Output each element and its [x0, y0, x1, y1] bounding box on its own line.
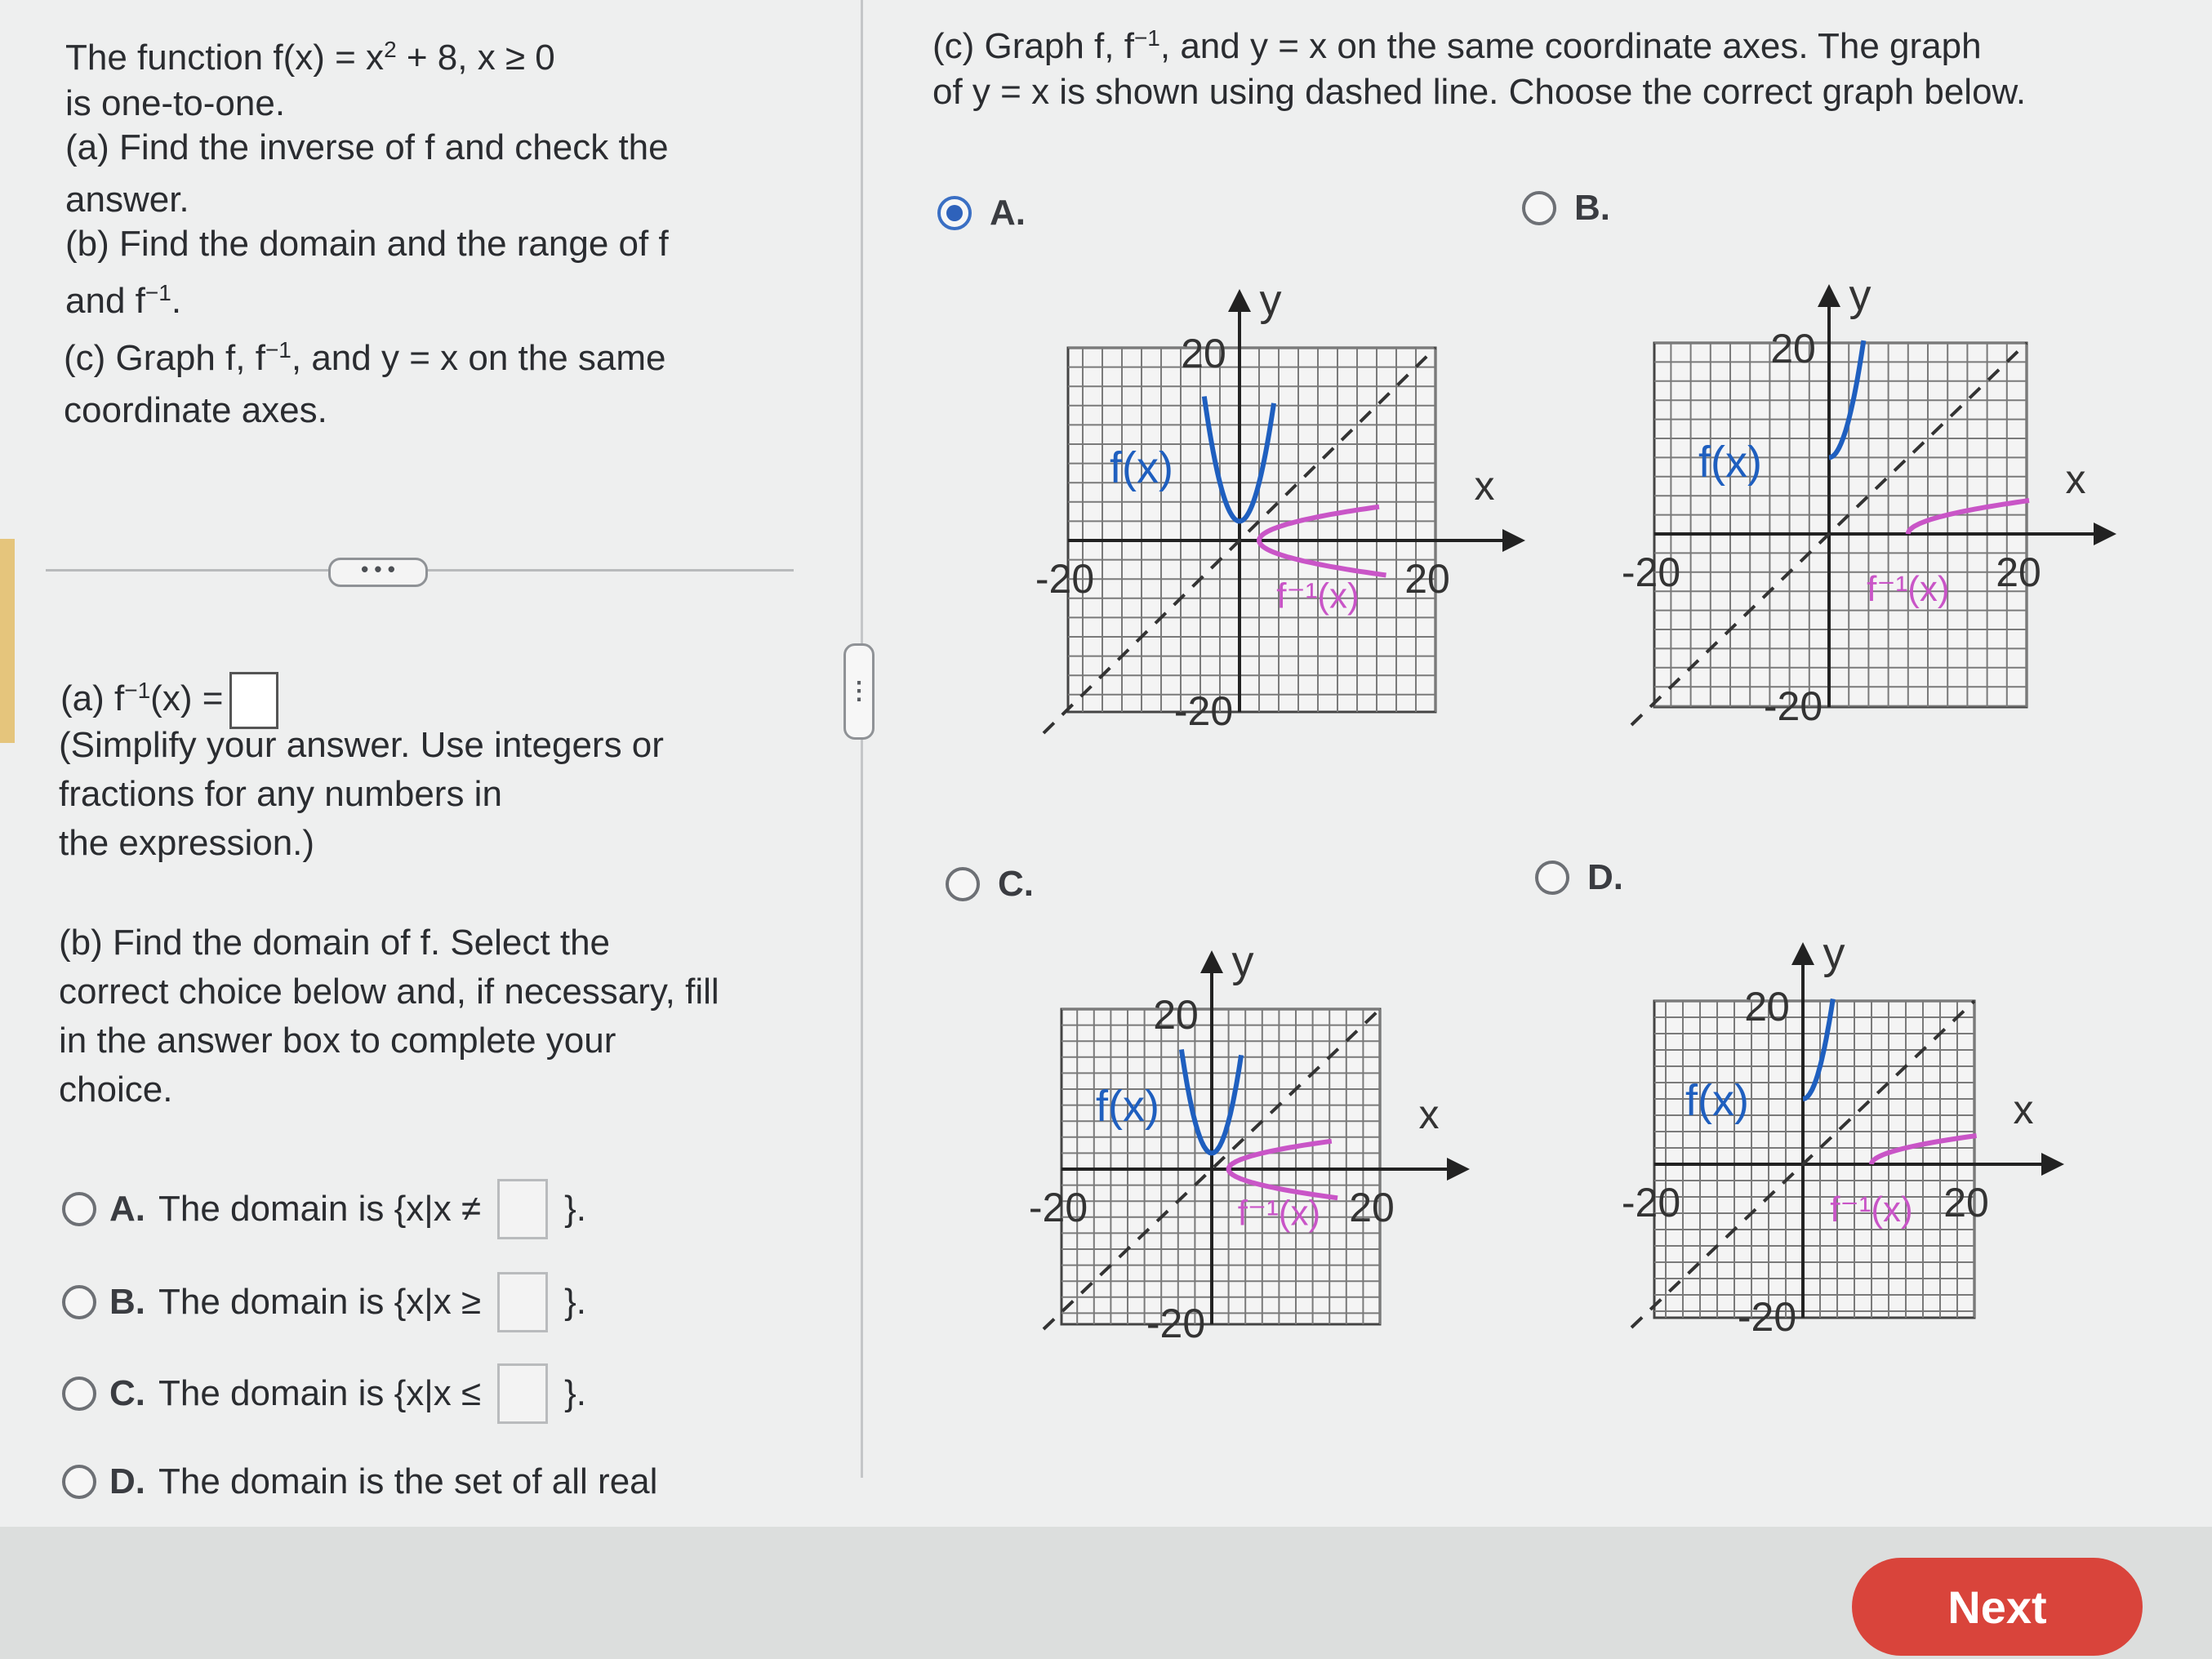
- tick-left: -20: [1028, 1185, 1088, 1230]
- tick-top: 20: [1744, 984, 1790, 1030]
- left-pane: [0, 0, 841, 1501]
- tick-bottom: -20: [1146, 1301, 1206, 1346]
- tick-bottom: -20: [1173, 688, 1234, 734]
- problem-part-b-2: and $f^{-1}$.: [65, 280, 182, 321]
- hint-line-3: the expression.): [59, 823, 315, 863]
- y-axis-arrow: [1818, 284, 1840, 307]
- y-axis-label: y: [1259, 276, 1282, 325]
- f-inverse-label: f⁻¹(x): [1830, 1190, 1913, 1230]
- radio-a[interactable]: [62, 1192, 96, 1226]
- radio-graph-a[interactable]: [937, 196, 972, 230]
- problem-part-c-2: coordinate axes.: [64, 390, 327, 430]
- graph-d[interactable]: [1605, 929, 2040, 1375]
- x-axis-label: x: [2065, 456, 2086, 502]
- radio-c[interactable]: [62, 1377, 96, 1411]
- graph-option-c[interactable]: C.: [946, 864, 1034, 905]
- domain-choice-d[interactable]: D. The domain is the set of all real: [62, 1461, 657, 1502]
- tick-bottom: -20: [1737, 1294, 1797, 1340]
- tick-right: 20: [1996, 549, 2041, 595]
- problem-part-b-1: (b) Find the domain and the range of f: [65, 224, 669, 264]
- tick-right: 20: [1943, 1180, 1989, 1225]
- hint-line-2: fractions for any numbers in: [59, 774, 502, 814]
- x-axis-label: x: [2013, 1087, 2034, 1132]
- radio-graph-c[interactable]: [946, 867, 980, 901]
- tick-top: 20: [1770, 326, 1816, 371]
- domain-box-b[interactable]: [497, 1272, 548, 1332]
- domain-choice-c[interactable]: C. The domain is {x|x ≤ }.: [62, 1363, 586, 1424]
- y-axis-label: y: [1823, 929, 1845, 978]
- y-axis-arrow: [1200, 950, 1223, 973]
- domain-prompt-1: (b) Find the domain of f. Select the: [59, 923, 611, 963]
- y-axis-arrow: [1791, 942, 1814, 965]
- domain-prompt-3: in the answer box to complete your: [59, 1021, 616, 1061]
- tick-left: -20: [1035, 556, 1095, 602]
- problem-line-2: is one-to-one.: [65, 83, 286, 123]
- domain-choice-a[interactable]: A. The domain is {x|x ≠ }.: [62, 1179, 586, 1239]
- tick-left: -20: [1621, 549, 1681, 595]
- x-axis-label: x: [1474, 463, 1495, 509]
- domain-choice-b[interactable]: B. The domain is {x|x ≥ }.: [62, 1272, 586, 1332]
- f-label: f(x): [1685, 1076, 1749, 1125]
- pane-splitter-handle[interactable]: ⋮: [843, 643, 875, 740]
- graph-question-line-2: of y = x is shown using dashed line. Choose the correct graph below.: [932, 72, 2027, 112]
- tick-right: 20: [1349, 1185, 1395, 1230]
- f-label: f(x): [1096, 1082, 1159, 1132]
- problem-part-a-1: (a) Find the inverse of f and check the: [65, 127, 669, 167]
- f-inverse-label: f⁻¹(x): [1867, 568, 1950, 609]
- graph-b[interactable]: [1605, 271, 2092, 764]
- graph-option-a[interactable]: A.: [937, 193, 1026, 234]
- domain-choice-d-clip: [62, 1461, 830, 1501]
- radio-b[interactable]: [62, 1285, 96, 1319]
- inverse-answer-row: (a) $f^{-1}(x)$ =: [60, 668, 278, 730]
- collapse-handle[interactable]: • • •: [328, 558, 428, 587]
- y-axis-label: y: [1849, 271, 1872, 320]
- radio-d[interactable]: [62, 1465, 96, 1499]
- problem-line-1: The function $f(x) = x^2 + 8$, x ≥ 0: [65, 37, 555, 78]
- f-label: f(x): [1698, 437, 1762, 487]
- f-inverse-label: f⁻¹(x): [1276, 576, 1360, 616]
- problem-part-a-2: answer.: [65, 180, 189, 220]
- radio-graph-b[interactable]: [1522, 191, 1556, 225]
- domain-box-c[interactable]: [497, 1363, 548, 1424]
- problem-part-c-1: (c) Graph f, $f^{-1}$, and y = x on the same: [64, 337, 666, 378]
- graph-option-d[interactable]: D.: [1535, 857, 1623, 898]
- x-axis-label: x: [1418, 1092, 1440, 1137]
- next-button[interactable]: Next: [1852, 1558, 2143, 1656]
- tick-left: -20: [1621, 1180, 1681, 1225]
- domain-box-a[interactable]: [497, 1179, 548, 1239]
- tick-bottom: -20: [1763, 683, 1823, 729]
- graph-a[interactable]: [1019, 276, 1501, 769]
- y-axis-label: y: [1231, 937, 1254, 986]
- domain-prompt-2: correct choice below and, if necessary, fill: [59, 972, 719, 1012]
- radio-graph-d[interactable]: [1535, 861, 1569, 895]
- f-label: f(x): [1110, 443, 1173, 493]
- tick-top: 20: [1153, 992, 1199, 1038]
- f-inverse-label: f⁻¹(x): [1237, 1193, 1321, 1234]
- domain-prompt-4: choice.: [59, 1070, 173, 1110]
- graph-option-b[interactable]: B.: [1522, 188, 1610, 229]
- tick-right: 20: [1404, 556, 1450, 602]
- graph-c[interactable]: [1013, 937, 1445, 1381]
- graph-question-line-1: (c) Graph f, $f^{-1}$, and y = x on the same coordinate axes. The graph: [932, 25, 1982, 66]
- y-axis-arrow: [1228, 289, 1251, 312]
- hint-line-1: (Simplify your answer. Use integers or: [59, 725, 664, 765]
- inverse-answer-box[interactable]: [229, 672, 278, 729]
- tick-top: 20: [1181, 331, 1226, 376]
